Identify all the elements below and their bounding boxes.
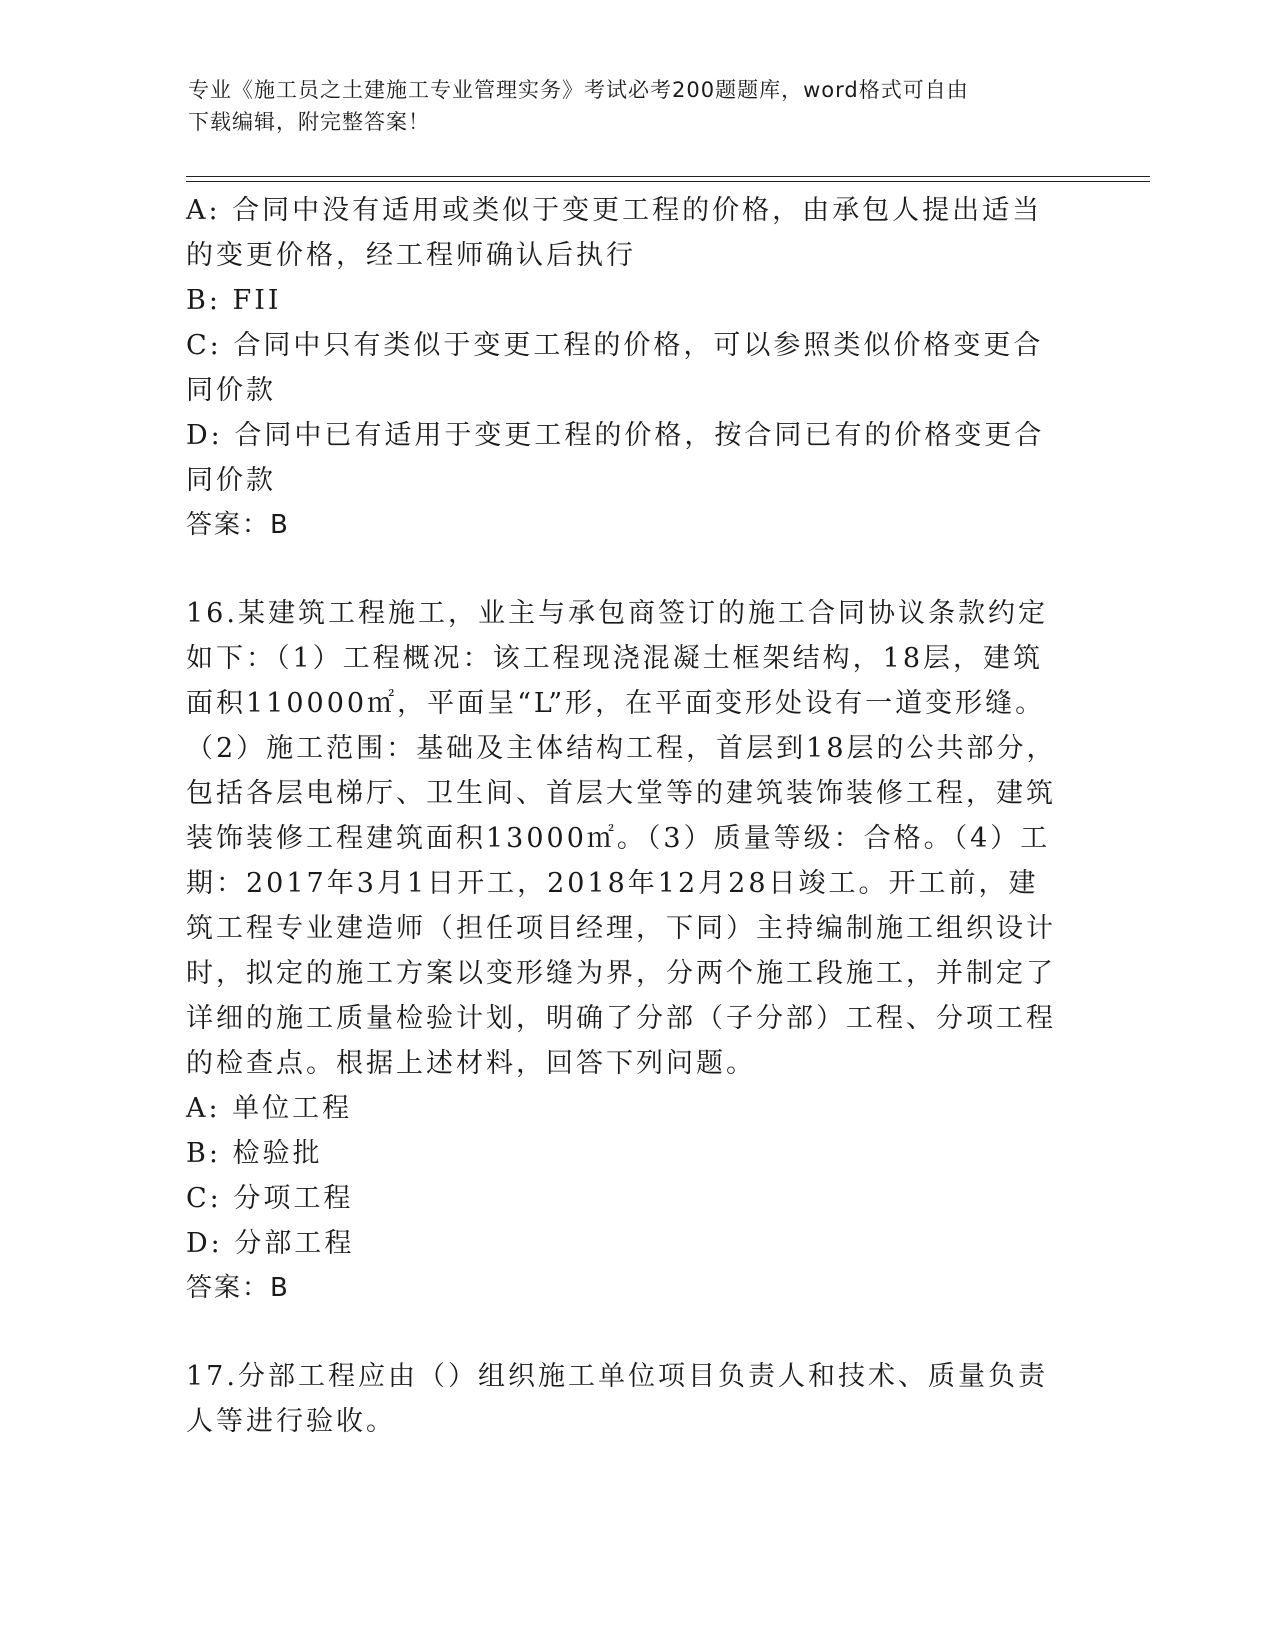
question-16 bbox=[186, 591, 1066, 1311]
option-b: B: 检验批 bbox=[186, 1138, 323, 1169]
question-text: 17.分部工程应由（）组织施工单位项目负责人和技术、质量负责人等进行验收。 bbox=[186, 1361, 1048, 1437]
header-rule-thick bbox=[186, 176, 1150, 177]
document-header bbox=[188, 74, 1068, 138]
option-c: C: 合同中只有类似于变更工程的价格，可以参照类似价格变更合同价款 bbox=[186, 330, 1044, 406]
document-body bbox=[186, 188, 1066, 1444]
option-d: D: 分部工程 bbox=[186, 1228, 355, 1259]
header-line-1: 专业《施工员之土建施工专业管理实务》考试必考200题题库，word格式可自由 bbox=[188, 78, 969, 102]
question-15 bbox=[186, 188, 1066, 548]
answer: 答案：B bbox=[186, 510, 290, 540]
spacer bbox=[186, 1311, 1066, 1354]
option-a: A: 合同中没有适用或类似于变更工程的价格，由承包人提出适当的变更价格，经工程师确认后执行 bbox=[186, 195, 1043, 271]
question-text: 16.某建筑工程施工，业主与承包商签订的施工合同协议条款约定如下：（1）工程概况：该工程现浇混凝土框架结构，18层，建筑面积110000㎡，平面呈“L”形，在平面变形处设有一道变形缝。（2）施工范围：基础及主体结构工程，首层到18层的公共部分，包括各层电梯厅、卫生间、首层大堂等的建筑装饰装修工程，建筑装饰装修工程建筑面积13000㎡。（3）质量等级：合格。（4）工期：2017年3月1日开工，2018年12月28日竣工。开工前，建筑工程专业建造师（担任项目经理，下同）主持编制施工组织设计时，拟定的施工方案以变形缝为界，分两个施工段施工，并制定了详细的施工质量检验计划，明确了分部（子分部）工程、分项工程的检查点。根据上述材料，回答下列问题。 bbox=[186, 598, 1057, 1079]
option-b: B: FII bbox=[186, 285, 282, 316]
question-17 bbox=[186, 1354, 1066, 1444]
spacer bbox=[186, 548, 1066, 591]
option-d: D: 合同中已有适用于变更工程的价格，按合同已有的价格变更合同价款 bbox=[186, 420, 1045, 496]
option-c: C: 分项工程 bbox=[186, 1183, 354, 1214]
answer: 答案：B bbox=[186, 1273, 290, 1303]
header-line-2: 下载编辑，附完整答案！ bbox=[188, 110, 430, 134]
header-rule-thin bbox=[186, 181, 1150, 182]
option-a: A: 单位工程 bbox=[186, 1093, 353, 1124]
